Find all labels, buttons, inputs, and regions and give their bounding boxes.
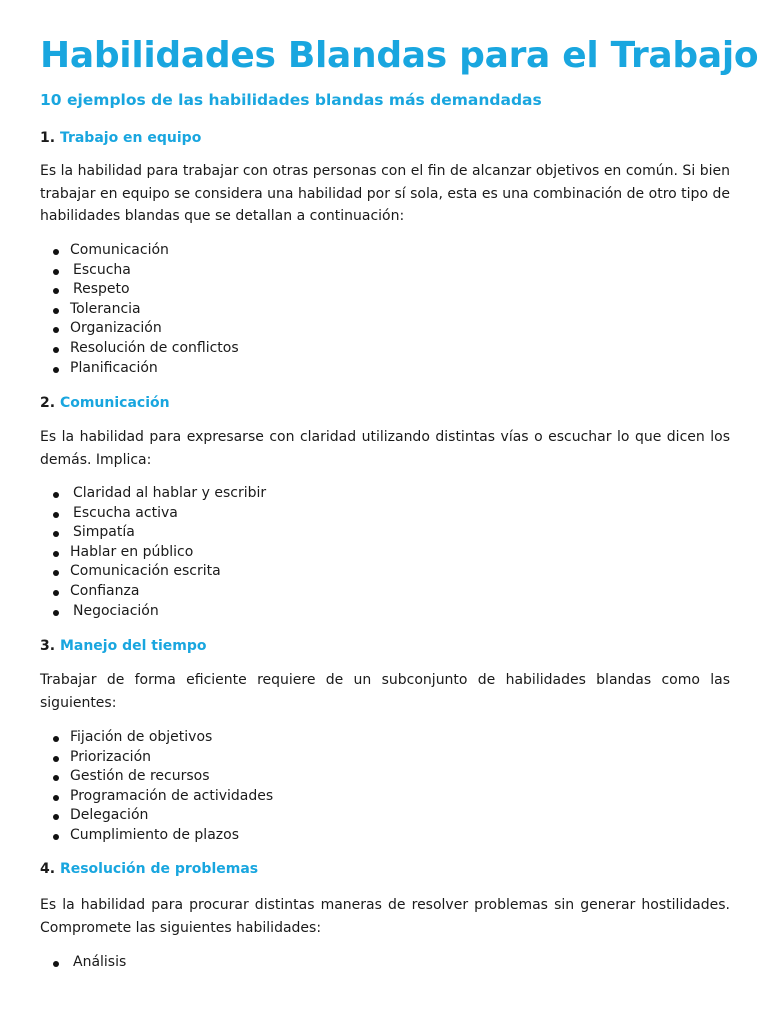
section-number: 1. xyxy=(40,130,56,146)
section-paragraph: Trabajar de forma eficiente requiere de un subconjunto de habilidades blandas como las siguientes: xyxy=(40,672,730,711)
list-item: Escucha xyxy=(40,261,239,281)
bullet-list-comunicacion xyxy=(40,484,266,621)
section-number: 3. xyxy=(40,638,56,654)
section-number: 2. xyxy=(40,395,56,411)
list-item: Simpatía xyxy=(40,523,266,543)
list-item: Organización xyxy=(40,319,239,339)
list-item: Delegación xyxy=(40,806,273,826)
section-paragraph: Es la habilidad para procurar distintas maneras de resolver problemas sin generar hostilidades. Compromete las siguientes habilidades: xyxy=(40,897,730,936)
bullet-list-resolucion-de-problemas xyxy=(40,953,126,973)
list-item: Respeto xyxy=(40,280,239,300)
page-title: Habilidades Blandas para el Trabajo xyxy=(40,35,759,76)
section-title: Comunicación xyxy=(59,395,170,411)
list-item: Escucha activa xyxy=(40,504,266,524)
list-item: Claridad al hablar y escribir xyxy=(40,484,266,504)
section-heading-manejo-del-tiempo xyxy=(40,635,206,657)
section-title: Trabajo en equipo xyxy=(59,130,202,146)
bullet-list-trabajo-en-equipo xyxy=(40,241,239,378)
list-item: Hablar en público xyxy=(40,543,266,563)
list-item: Resolución de conflictos xyxy=(40,339,239,359)
section-paragraph: Es la habilidad para expresarse con claridad utilizando distintas vías o escuchar lo que dicen los demás. Implica: xyxy=(40,429,730,468)
list-item: Programación de actividades xyxy=(40,787,273,807)
section-title: Manejo del tiempo xyxy=(59,638,207,654)
section-heading-trabajo-en-equipo xyxy=(40,127,201,149)
section-title: Resolución de problemas xyxy=(59,861,259,877)
list-item: Negociación xyxy=(40,602,266,622)
list-item: Comunicación escrita xyxy=(40,562,266,582)
list-item: Tolerancia xyxy=(40,300,239,320)
section-paragraph: Es la habilidad para trabajar con otras personas con el fin de alcanzar objetivos en común. Si bien trabajar en equipo se considera una habilidad por sí sola, esta es una combinación de otro tipo de habilidades blandas que se detallan a continuación: xyxy=(40,163,730,224)
list-item: Fijación de objetivos xyxy=(40,728,273,748)
page-subtitle: 10 ejemplos de las habilidades blandas más demandadas xyxy=(40,91,542,109)
list-item: Gestión de recursos xyxy=(40,767,273,787)
bullet-list-manejo-del-tiempo xyxy=(40,728,273,846)
list-item: Análisis xyxy=(40,953,126,973)
list-item: Priorización xyxy=(40,748,273,768)
section-heading-comunicacion xyxy=(40,392,170,414)
list-item: Comunicación xyxy=(40,241,239,261)
section-heading-resolucion-de-problemas xyxy=(40,858,258,880)
section-number: 4. xyxy=(40,861,56,877)
list-item: Confianza xyxy=(40,582,266,602)
list-item: Cumplimiento de plazos xyxy=(40,826,273,846)
list-item: Planificación xyxy=(40,359,239,379)
